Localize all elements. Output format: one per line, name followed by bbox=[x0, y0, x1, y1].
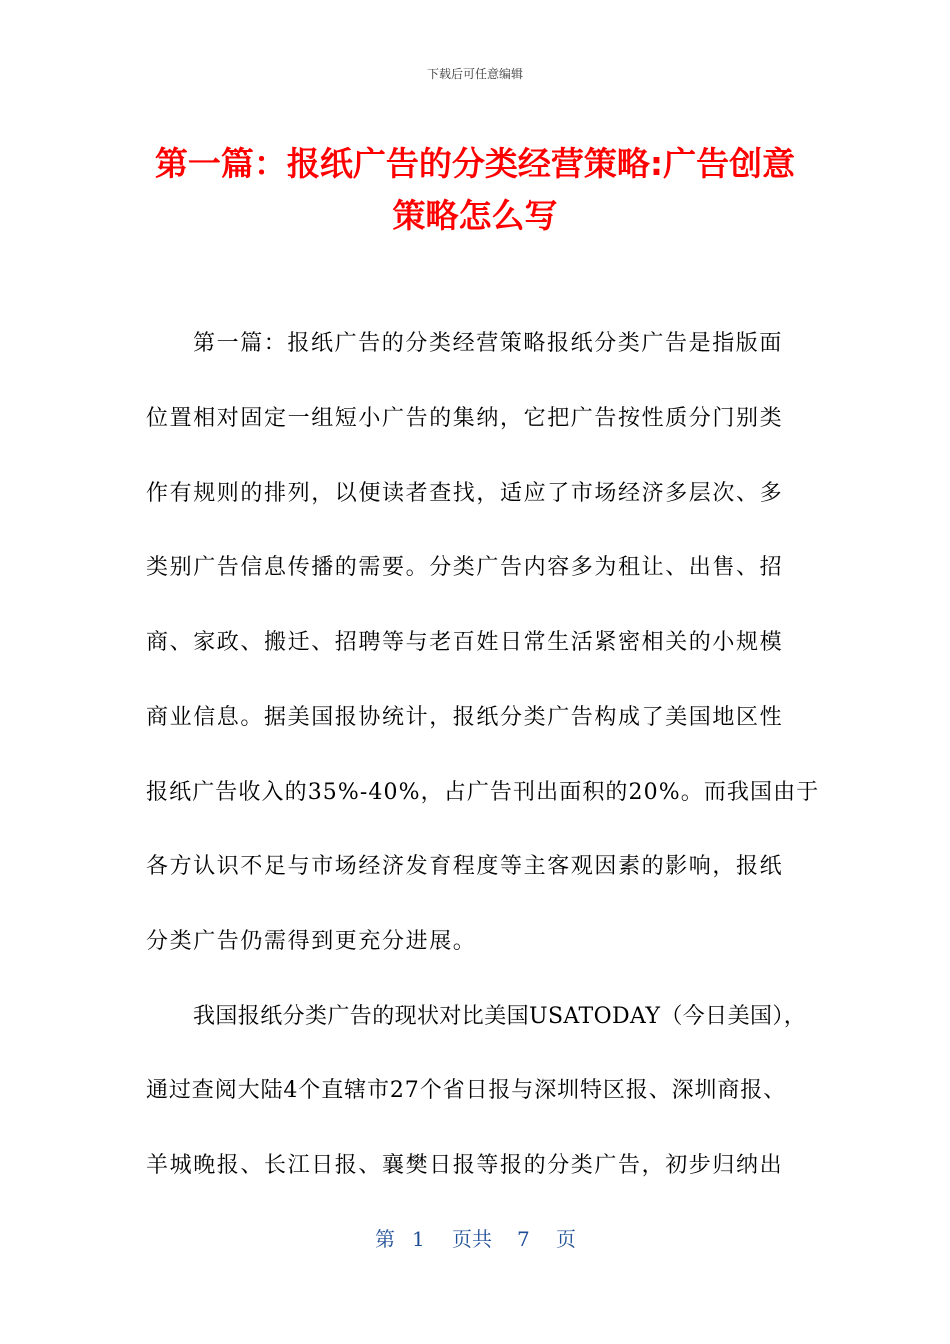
body-line: 报纸广告收入的35%-40%，占广告刊出面积的20%。而我国由于 bbox=[146, 780, 820, 805]
header-note: 下载后可任意编辑 bbox=[426, 67, 523, 81]
body-line: 通过查阅大陆4个直辖市27个省日报与深圳特区报、深圳商报、 bbox=[146, 1078, 787, 1103]
body-line: 我国报纸分类广告的现状对比美国USATODAY（今日美国）， bbox=[193, 1004, 807, 1029]
footer-page-mid: 页共 bbox=[452, 1227, 492, 1251]
footer-page-suffix: 页 bbox=[556, 1227, 576, 1251]
footer-page-prefix: 第 bbox=[375, 1227, 395, 1251]
body-line: 位置相对固定一组短小广告的集纳，它把广告按性质分门别类 bbox=[146, 406, 784, 431]
body-line: 作有规则的排列，以便读者查找，适应了市场经济多层次、多 bbox=[146, 481, 784, 506]
body-line: 类别广告信息传播的需要。分类广告内容多为租让、出售、招 bbox=[146, 555, 784, 580]
page-footer bbox=[0, 1226, 950, 1252]
body-line: 第一篇：报纸广告的分类经营策略报纸分类广告是指版面 bbox=[193, 331, 784, 356]
title-line-1: 第一篇：报纸广告的分类经营策略:广告创意 bbox=[154, 144, 796, 183]
body-line: 商业信息。据美国报协统计，报纸分类广告构成了美国地区性 bbox=[146, 705, 784, 730]
body-line: 羊城晚报、长江日报、襄樊日报等报的分类广告，初步归纳出 bbox=[146, 1153, 784, 1178]
footer-current-page: 1 bbox=[412, 1227, 425, 1251]
body-line: 分类广告仍需得到更充分进展。 bbox=[146, 929, 477, 954]
body-line: 商、家政、搬迁、招聘等与老百姓日常生活紧密相关的小规模 bbox=[146, 630, 784, 655]
document-title bbox=[130, 138, 820, 242]
title-line-2: 策略怎么写 bbox=[392, 196, 558, 235]
footer-total-pages: 7 bbox=[517, 1227, 530, 1251]
body-line: 各方认识不足与市场经济发育程度等主客观因素的影响，报纸 bbox=[146, 854, 784, 879]
